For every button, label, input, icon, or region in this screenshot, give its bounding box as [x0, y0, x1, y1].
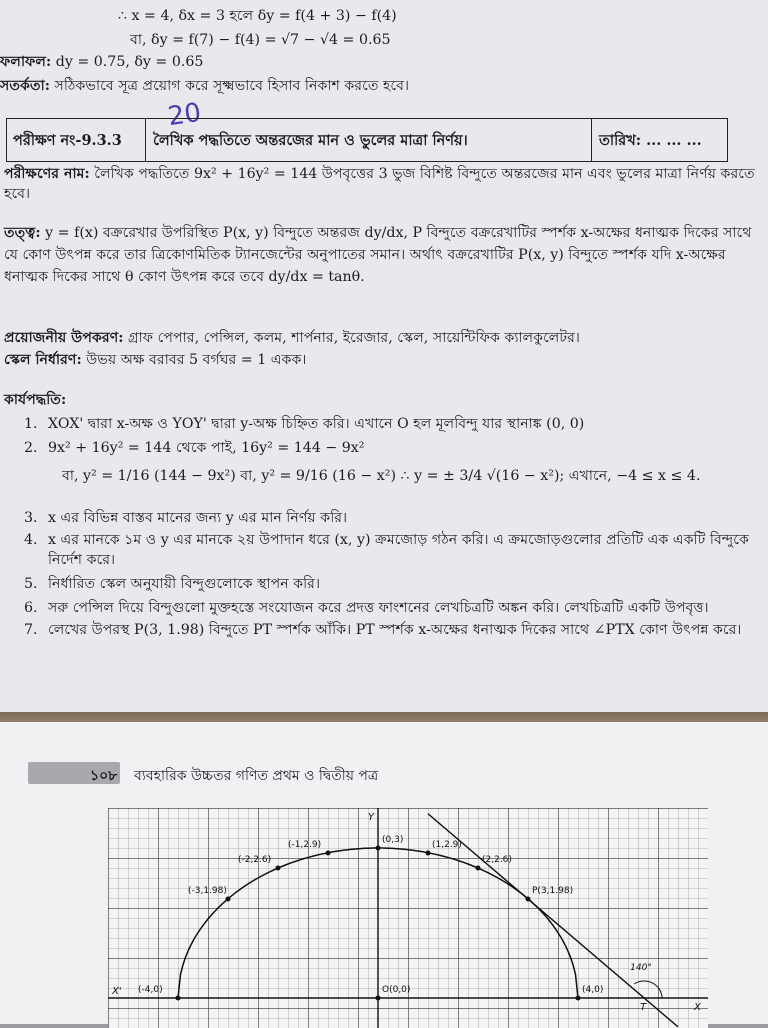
step-text: x এর বিভিন্ন বাস্তব মানের জন্য y এর মান নির্ণয় করি।: [48, 510, 348, 526]
plot-point: [426, 851, 431, 856]
step-number: 5.: [24, 576, 38, 592]
plot-point: [326, 851, 331, 856]
result-text: dy = 0.75, δy = 0.65: [55, 54, 204, 70]
t-label: T: [640, 1002, 647, 1013]
result-line: [0, 52, 762, 72]
caution-line: [0, 76, 762, 96]
caution-label: সতর্কতা:: [0, 78, 50, 94]
experiment-number-cell: [7, 119, 146, 161]
plot-point: [226, 897, 231, 902]
experiment-title-cell: [147, 119, 592, 161]
textbook-page-lower: [0, 722, 768, 1024]
step-number: 3.: [24, 510, 38, 526]
ellipse-graph: [108, 808, 708, 1028]
step-number: 6.: [24, 600, 38, 616]
step-number: 1.: [24, 416, 38, 432]
plot-point: [476, 866, 481, 871]
theory-text: y = f(x) বক্ররেখার উপরিস্থিত P(x, y) বিন্দুতে অন্তরজ dy/dx, P বিন্দুতে বক্ররেখাটির স্পর্শক x-অক্ষের ধনাত্মক দিকের সাথে যে কোণ উৎপন্ন করে তার ত্রিকোণমিতিক ট্যানজেন্টের অনুপাতের সমান। অর্থাৎ বক্ররেখাটির P(x, y) বিন্দুতে স্পর্শক যদি x-অক্ষের ধনাত্মক দিকের সাথে θ কোণ উৎপন্ন করে তবে dy/dx = tanθ.: [4, 225, 752, 285]
x-pos-axis-label: X: [694, 1002, 701, 1013]
step-text: নির্ধারিত স্কেল অনুযায়ী বিন্দুগুলোকে স্থাপন করি।: [48, 576, 321, 592]
step-text: বা, y² = 1/16 (144 − 9x²) বা, y² = 9/16 (16 − x²) ∴ y = ± 3/4 √(16 − x²); এখানে, −4 ≤ x ≤ 4.: [62, 468, 701, 484]
caution-text: সঠিকভাবে সূত্র প্রয়োগ করে সূক্ষ্মভাবে হিসাব নিকাশ করতে হবে।: [54, 78, 410, 94]
step-number: 7.: [24, 622, 38, 638]
step-number: 4.: [24, 532, 38, 548]
page-running-header: ব্যবহারিক উচ্চতর গণিত প্রথম ও দ্বিতীয় পত্র: [134, 768, 379, 784]
result-label: ফলাফল:: [0, 54, 52, 70]
point-label: (2,2.6): [482, 855, 512, 865]
scale-line: [4, 350, 762, 370]
step-text: XOX' দ্বারা x-অক্ষ ও YOY' দ্বারা y-অক্ষ চিহ্নিত করি। এখানে O হল মূলবিন্দু যার স্থানাঙ্ক (0, 0): [48, 416, 585, 432]
date-cell: [593, 119, 725, 161]
plot-point: [176, 996, 181, 1001]
y-axis-label: Y: [368, 812, 375, 823]
handwritten-note: 20: [166, 97, 204, 133]
equipment-text: গ্রাফ পেপার, পেন্সিল, কলম, শার্পনার, ইরেজার, স্কেল, সায়েন্টিফিক ক্যালকুলেটর।: [128, 330, 580, 346]
step-text: 9x² + 16y² = 144 থেকে পাই, 16y² = 144 − 9x²: [48, 440, 365, 456]
experiment-name-text: লৈখিক পদ্ধতিতে 9x² + 16y² = 144 উপবৃত্তের 3 ভুজ বিশিষ্ট বিন্দুতে অন্তরজের মান এবং ভুলের মাত্রা নির্ণয় করতে হবে।: [4, 166, 755, 202]
scale-label: স্কেল নির্ধারণ:: [4, 352, 82, 368]
experiment-name: [4, 164, 762, 204]
step-text: সরু পেন্সিল দিয়ে বিন্দুগুলো মুক্তহস্তে সংযোজন করে প্রদত্ত ফাংশনের লেখচিত্রটি অঙ্কন করি। লেখচিত্রটি একটি উপবৃত্ত।: [48, 600, 709, 616]
point-label: (-1,2.9): [288, 840, 322, 850]
calc-line-2: বা, δy = f(7) − f(4) = √7 − √4 = 0.65: [130, 32, 391, 48]
procedure-label: কার্যপদ্ধতি:: [4, 392, 67, 408]
theory-paragraph: [4, 222, 762, 288]
point-label: (-4,0): [138, 985, 163, 995]
x-neg-axis-label: X': [112, 986, 122, 997]
plot-point: [526, 897, 531, 902]
point-label: (4,0): [582, 985, 604, 995]
experiment-number: পরীক্ষণ নং-9.3.3: [13, 132, 122, 149]
point-label: O(0,0): [382, 985, 411, 995]
point-label: (1,2.9): [432, 840, 462, 850]
point-label: P(3,1.98): [532, 886, 574, 896]
point-label: (-2,2.6): [238, 855, 272, 865]
scale-text: উভয় অক্ষ বরাবর 5 বর্গঘর = 1 একক।: [86, 352, 307, 368]
step-text: x এর মানকে ১ম ও y এর মানকে ২য় উপাদান ধরে (x, y) ক্রমজোড় গঠন করি। এ ক্রমজোড়গুলোর প্রতিটি এক একটি বিন্দুকে নির্দেশ করে।: [48, 532, 749, 568]
theory-label: তত্ত্ব:: [4, 225, 41, 241]
step-text: লেখের উপরস্থ P(3, 1.98) বিন্দুতে PT স্পর্শক আঁকি। PT স্পর্শক x-অক্ষের ধনাত্মক দিকের সাথে ∠PTX কোণ উৎপন্ন করে।: [48, 622, 742, 638]
angle-label: 140°: [630, 963, 652, 973]
graph-paper-grid: [108, 808, 708, 1028]
plot-point: [576, 996, 581, 1001]
point-label: (-3,1.98): [188, 886, 227, 896]
equipment-label: প্রয়োজনীয় উপকরণ:: [4, 330, 124, 346]
date-label: তারিখ: ... ... ...: [599, 132, 702, 149]
step-number: 2.: [24, 440, 38, 456]
plot-point: [276, 866, 281, 871]
equipment-line: [4, 328, 762, 348]
experiment-title: লৈখিক পদ্ধতিতে অন্তরজের মান ও ভুলের মাত্রা নির্ণয়।: [153, 132, 468, 149]
experiment-name-label: পরীক্ষণের নাম:: [4, 166, 90, 182]
plot-point: [376, 996, 381, 1001]
point-label: (0,3): [382, 835, 404, 845]
calc-line-1: ∴ x = 4, δx = 3 হলে δy = f(4 + 3) − f(4): [118, 8, 397, 24]
experiment-header-box: [6, 118, 728, 162]
page-number: ১০৮: [90, 768, 118, 784]
plot-point: [376, 846, 381, 851]
